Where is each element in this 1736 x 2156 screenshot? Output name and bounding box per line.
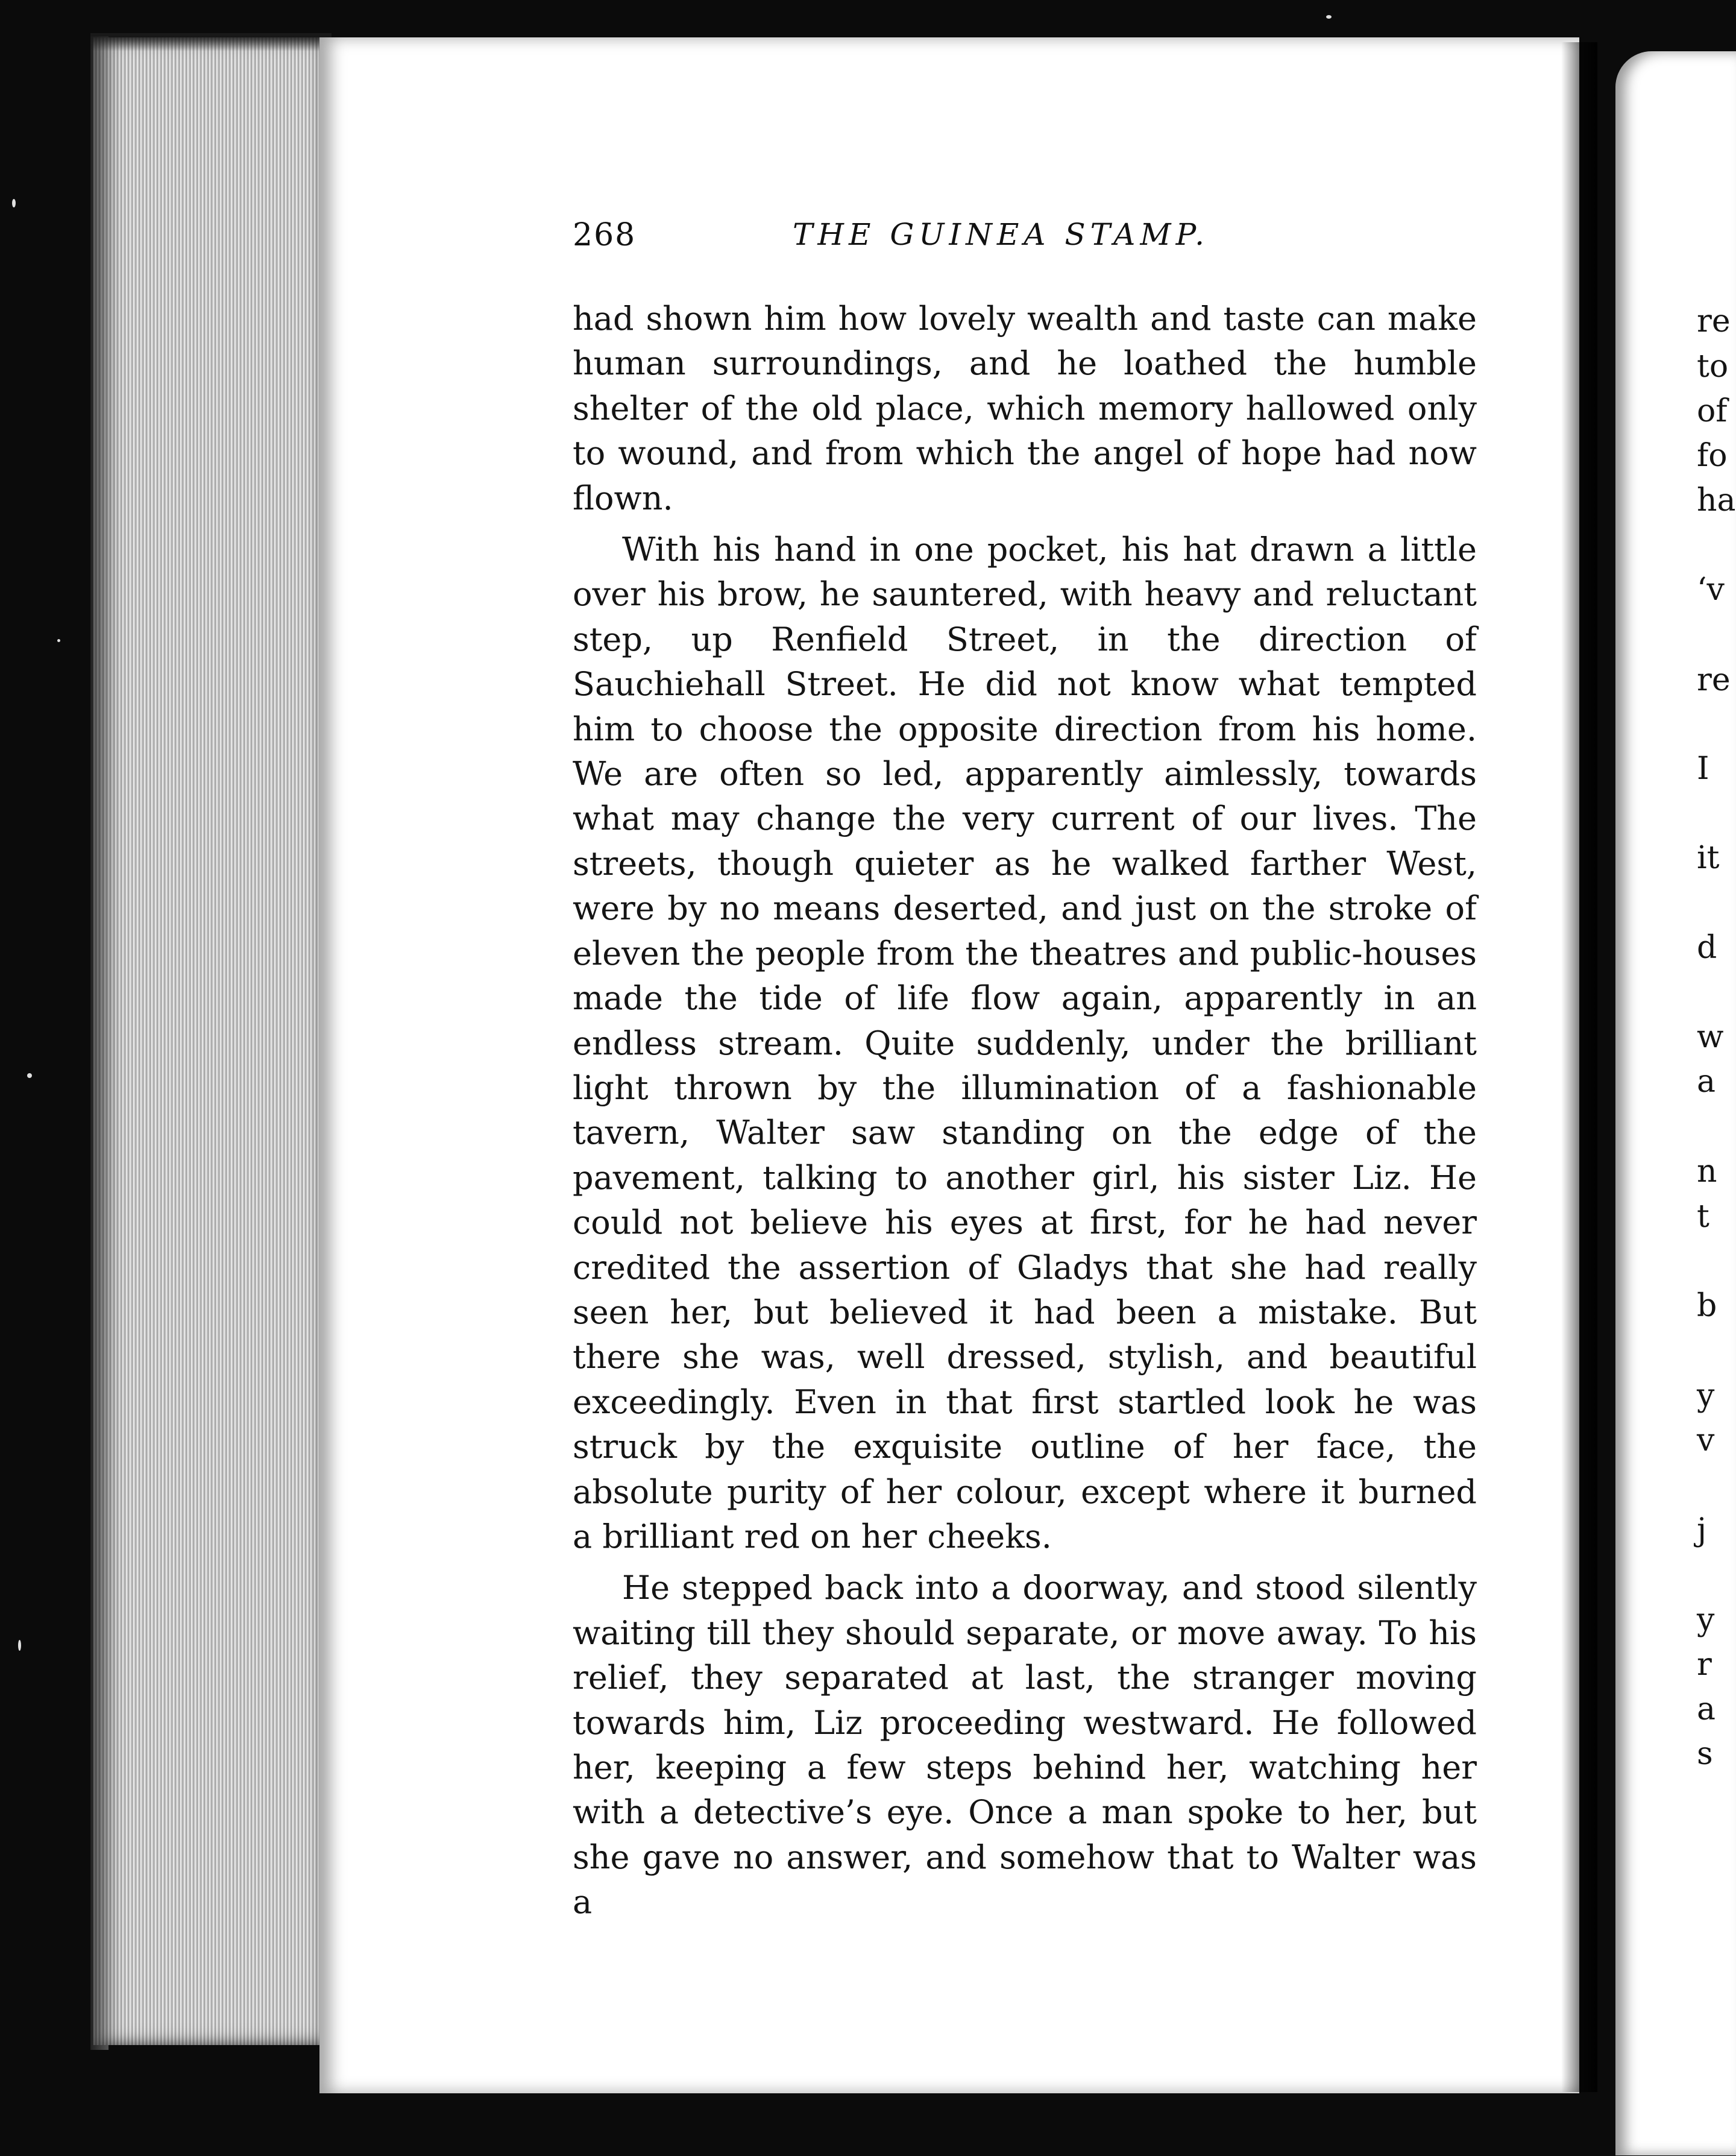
facing-fragment: w	[1697, 1019, 1724, 1055]
facing-fragment: re	[1697, 303, 1731, 339]
facing-fragment: to	[1697, 348, 1729, 385]
facing-fragment: it	[1697, 840, 1720, 876]
dust-speck	[1326, 15, 1332, 19]
dust-speck	[57, 639, 60, 642]
facing-fragment: re	[1697, 662, 1731, 698]
facing-fragment: ‘v	[1697, 572, 1725, 608]
running-head	[573, 217, 1236, 259]
facing-fragment: t	[1697, 1199, 1709, 1235]
page-number: 268	[573, 217, 637, 253]
running-title: THE GUINEA STAMP.	[793, 217, 1210, 252]
dust-speck	[27, 1073, 32, 1078]
facing-fragment: y	[1697, 1378, 1715, 1414]
paragraph: With his hand in one pocket, his hat drawn a little over his brow, he sauntered, with heavy and reluctant step, up Renfield Street, in the direction of Sauchiehall Street. He did not know what tempted him to choose the opposite direction from his home. We are often so led, apparently aimlessly, towards what may change the very current of our lives. The streets, though quieter as he walked farther West, were by no means deserted, and just on the stroke of eleven the people from the theatres and public-houses made the tide of life flow again, apparently in an endless stream. Quite suddenly, under the brilliant light thrown by the illumination of a fashionable tavern, Walter saw standing on the edge of the pavement, talking to another girl, his sister Liz. He could not believe his eyes at first, for he had never credited the assertion of Gladys that she had really seen her, but believed it had been a mistake. But there she was, well dressed, stylish, and beautiful exceedingly. Even in that first startled look he was struck by the exquisite outline of her face, the absolute purity of her colour, except where it burned a brilliant red on her cheeks.	[573, 531, 1477, 1556]
gutter-shadow	[1561, 42, 1597, 2092]
paragraph: had shown him how lovely wealth and taste can make human surroundings, and he loathed the humble shelter of the old place, which memory hallowed only to wound, and from which the angel of hope had now flown.	[573, 300, 1477, 517]
paragraph: He stepped back into a doorway, and stood silently waiting till they should separate, or move away. To his relief, they separated at last, the stranger moving towards him, Liz proceeding westward. He followed her, keeping a few steps behind her, watching her with a detective’s eye. Once a man spoke to her, but she gave no answer, and somehow that to Walter was a	[573, 1569, 1477, 1921]
facing-fragment: y	[1697, 1602, 1715, 1638]
dust-speck	[12, 199, 16, 207]
facing-fragment: j	[1697, 1512, 1707, 1548]
facing-fragment: r	[1697, 1647, 1712, 1683]
top-edge-shadow	[90, 33, 332, 51]
facing-fragment: d	[1697, 930, 1717, 966]
body-text	[573, 297, 1477, 1932]
facing-fragment: a	[1697, 1691, 1716, 1727]
page-edge-stack	[93, 37, 326, 2045]
facing-fragment: s	[1697, 1736, 1713, 1772]
facing-fragment: a	[1697, 1064, 1716, 1100]
facing-fragment: I	[1697, 751, 1709, 787]
dust-speck	[18, 1640, 21, 1651]
facing-fragment: ha	[1697, 482, 1736, 519]
facing-fragment: b	[1697, 1288, 1717, 1324]
facing-fragment: n	[1697, 1153, 1717, 1190]
facing-fragment: v	[1697, 1422, 1715, 1458]
facing-fragment: fo	[1697, 438, 1728, 474]
facing-fragment: of	[1697, 393, 1728, 429]
